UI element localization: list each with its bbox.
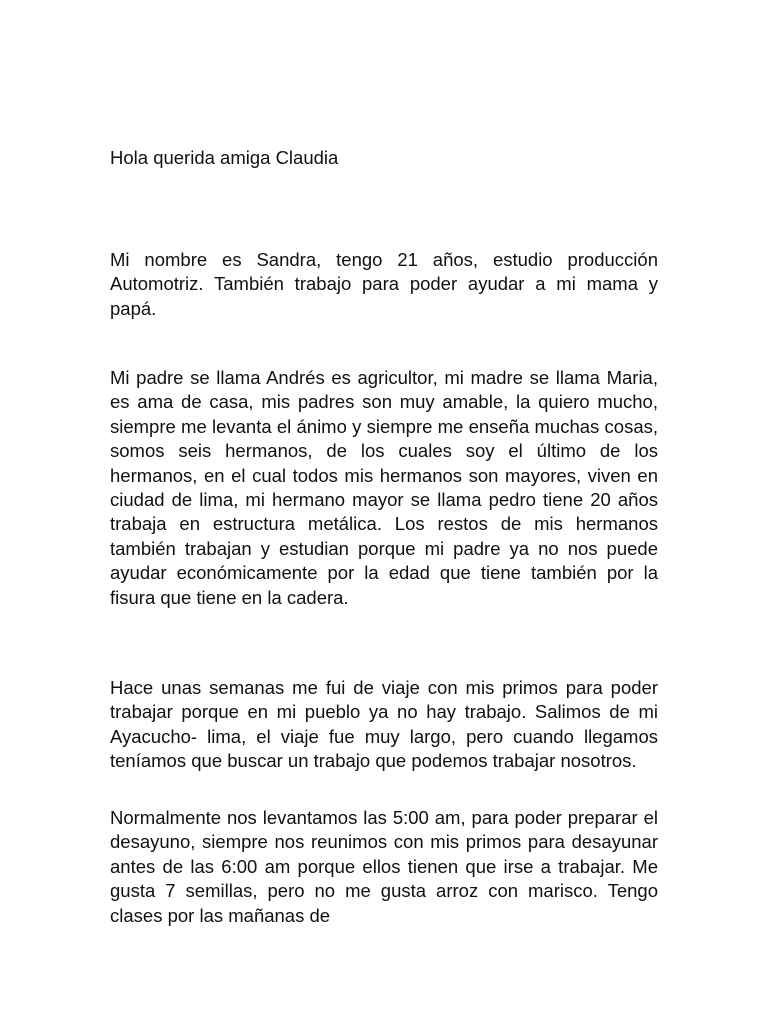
paragraph-family: Mi padre se llama Andrés es agricultor, mi madre se llama Maria, es ama de casa, mis padres son muy amable, la quiero mucho, siempre me levanta el ánimo y siempre me enseña muchas cosas, somos seis hermanos, de los cuales soy el último de los hermanos, en el cual todos mis hermanos son mayores, viven en ciudad de lima, mi hermano mayor se llama pedro tiene 20 años trabaja en estructura metálica. Los restos de mis hermanos también trabajan y estudian porque mi padre ya no nos puede ayudar económicamente por la edad que tiene también por la fisura que tiene en la cadera. [110, 367, 658, 608]
letter-greeting: Hola querida amiga Claudia [110, 147, 339, 168]
paragraph-introduction: Mi nombre es Sandra, tengo 21 años, estudio producción Automotriz. También trabajo para poder ayudar a mi mama y papá. [110, 249, 658, 319]
paragraph-trip: Hace unas semanas me fui de viaje con mis primos para poder trabajar porque en mi pueblo ya no hay trabajo. Salimos de mi Ayacucho- lima, el viaje fue muy largo, pero cuando llegamos teníamos que buscar un trabajo que podemos trabajar nosotros. [110, 677, 658, 772]
paragraph-routine: Normalmente nos levantamos las 5:00 am, para poder preparar el desayuno, siempre nos reunimos con mis primos para desayunar antes de las 6:00 am porque ellos tienen que irse a trabajar. Me gusta 7 semillas, pero no me gusta arroz con marisco. Tengo clases por las mañanas de [110, 807, 658, 926]
